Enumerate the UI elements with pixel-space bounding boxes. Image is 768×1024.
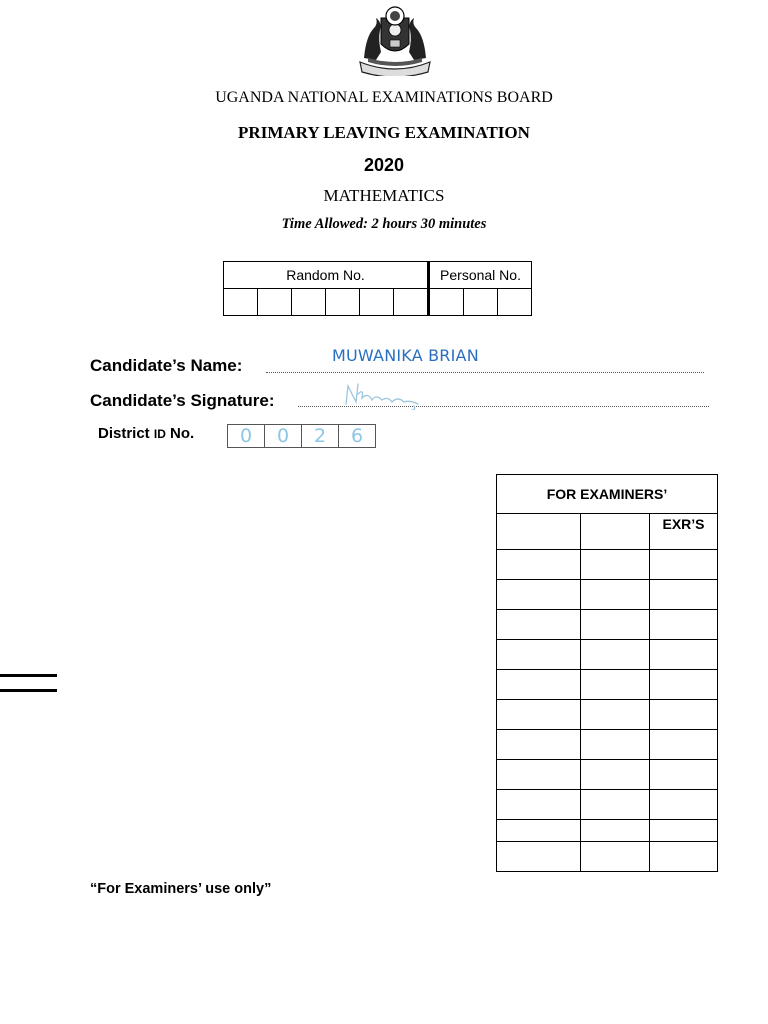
board-name: UGANDA NATIONAL EXAMINATIONS BOARD (215, 89, 553, 106)
table-cell[interactable] (650, 550, 718, 580)
table-cell[interactable] (581, 700, 650, 730)
table-row (497, 550, 718, 580)
table-cell[interactable] (650, 580, 718, 610)
candidate-signature-label: Candidate’s Signature: (90, 391, 275, 410)
district-digit-box[interactable]: 2 (302, 425, 339, 448)
exr-label: EXR’S (650, 514, 718, 550)
personal-no-box[interactable] (429, 289, 464, 316)
district-label-id: ID (153, 427, 166, 441)
table-cell[interactable] (650, 640, 718, 670)
double-line-mark-bottom (0, 689, 57, 692)
random-no-box[interactable] (394, 289, 429, 316)
table-row (497, 610, 718, 640)
table-cell[interactable] (581, 550, 650, 580)
table-cell[interactable] (650, 610, 718, 640)
table-cell[interactable] (650, 700, 718, 730)
table-header-row (224, 262, 532, 289)
table-row (497, 790, 718, 820)
random-no-box[interactable] (258, 289, 292, 316)
table-cell[interactable] (497, 670, 581, 700)
district-digit-box[interactable]: 6 (339, 425, 376, 448)
exam-title: PRIMARY LEAVING EXAMINATION (238, 123, 530, 142)
district-label-end: No. (165, 425, 195, 442)
subject-title: MATHEMATICS (323, 186, 445, 205)
candidate-name-value: MUWANIKA BRIAN (332, 346, 479, 365)
table-row (497, 820, 718, 842)
personal-no-label: Personal No. (429, 262, 532, 289)
table-row (497, 580, 718, 610)
district-digit-box[interactable]: 0 (265, 425, 302, 448)
table-cell[interactable] (581, 790, 650, 820)
table-row (497, 842, 718, 872)
random-no-label: Random No. (224, 262, 429, 289)
table-cell[interactable] (650, 760, 718, 790)
table-cell[interactable] (497, 610, 581, 640)
district-label-main: District (98, 425, 154, 442)
random-no-box[interactable] (360, 289, 394, 316)
random-no-box[interactable] (326, 289, 360, 316)
district-id-label (98, 425, 194, 442)
random-personal-number-table (223, 261, 532, 316)
table-row (497, 670, 718, 700)
examiners-col-a-header (497, 514, 581, 550)
candidate-name-label: Candidate’s Name: (90, 356, 243, 375)
personal-no-box[interactable] (498, 289, 532, 316)
table-cell[interactable] (650, 820, 718, 842)
table-cell[interactable] (581, 670, 650, 700)
candidate-name-dotted-line[interactable] (266, 372, 704, 373)
table-cell[interactable] (650, 670, 718, 700)
table-cell[interactable] (581, 842, 650, 872)
district-digit-box[interactable]: 0 (228, 425, 265, 448)
table-row (497, 760, 718, 790)
uneb-crest-logo (354, 6, 436, 76)
table-input-row (224, 289, 532, 316)
table-cell[interactable] (650, 730, 718, 760)
table-row (497, 640, 718, 670)
table-cell[interactable] (581, 820, 650, 842)
table-cell[interactable] (497, 760, 581, 790)
table-cell[interactable] (581, 580, 650, 610)
double-line-mark-top (0, 674, 57, 677)
table-row (497, 730, 718, 760)
table-cell[interactable] (497, 790, 581, 820)
examiners-use-footnote: “For Examiners’ use only” (90, 881, 272, 897)
table-cell[interactable] (650, 842, 718, 872)
table-cell[interactable] (497, 700, 581, 730)
time-allowed: Time Allowed: 2 hours 30 minutes (281, 216, 487, 232)
table-cell[interactable] (497, 820, 581, 842)
table-cell[interactable] (497, 640, 581, 670)
table-cell[interactable] (497, 580, 581, 610)
table-cell[interactable] (581, 610, 650, 640)
table-cell[interactable] (497, 730, 581, 760)
personal-no-box[interactable] (464, 289, 498, 316)
table-cell[interactable] (581, 640, 650, 670)
random-no-box[interactable] (292, 289, 326, 316)
table-cell[interactable] (581, 760, 650, 790)
district-id-boxes (227, 424, 376, 448)
examiners-table-title: FOR EXAMINERS’ (497, 475, 718, 514)
examiners-col-b-header (581, 514, 650, 550)
table-cell[interactable] (497, 842, 581, 872)
examiners-table (496, 474, 718, 872)
table-cell[interactable] (581, 730, 650, 760)
table-row (497, 700, 718, 730)
table-cell[interactable] (650, 790, 718, 820)
exam-year: 2020 (363, 155, 405, 175)
handwritten-signature (342, 378, 438, 410)
table-cell[interactable] (497, 550, 581, 580)
random-no-box[interactable] (224, 289, 258, 316)
